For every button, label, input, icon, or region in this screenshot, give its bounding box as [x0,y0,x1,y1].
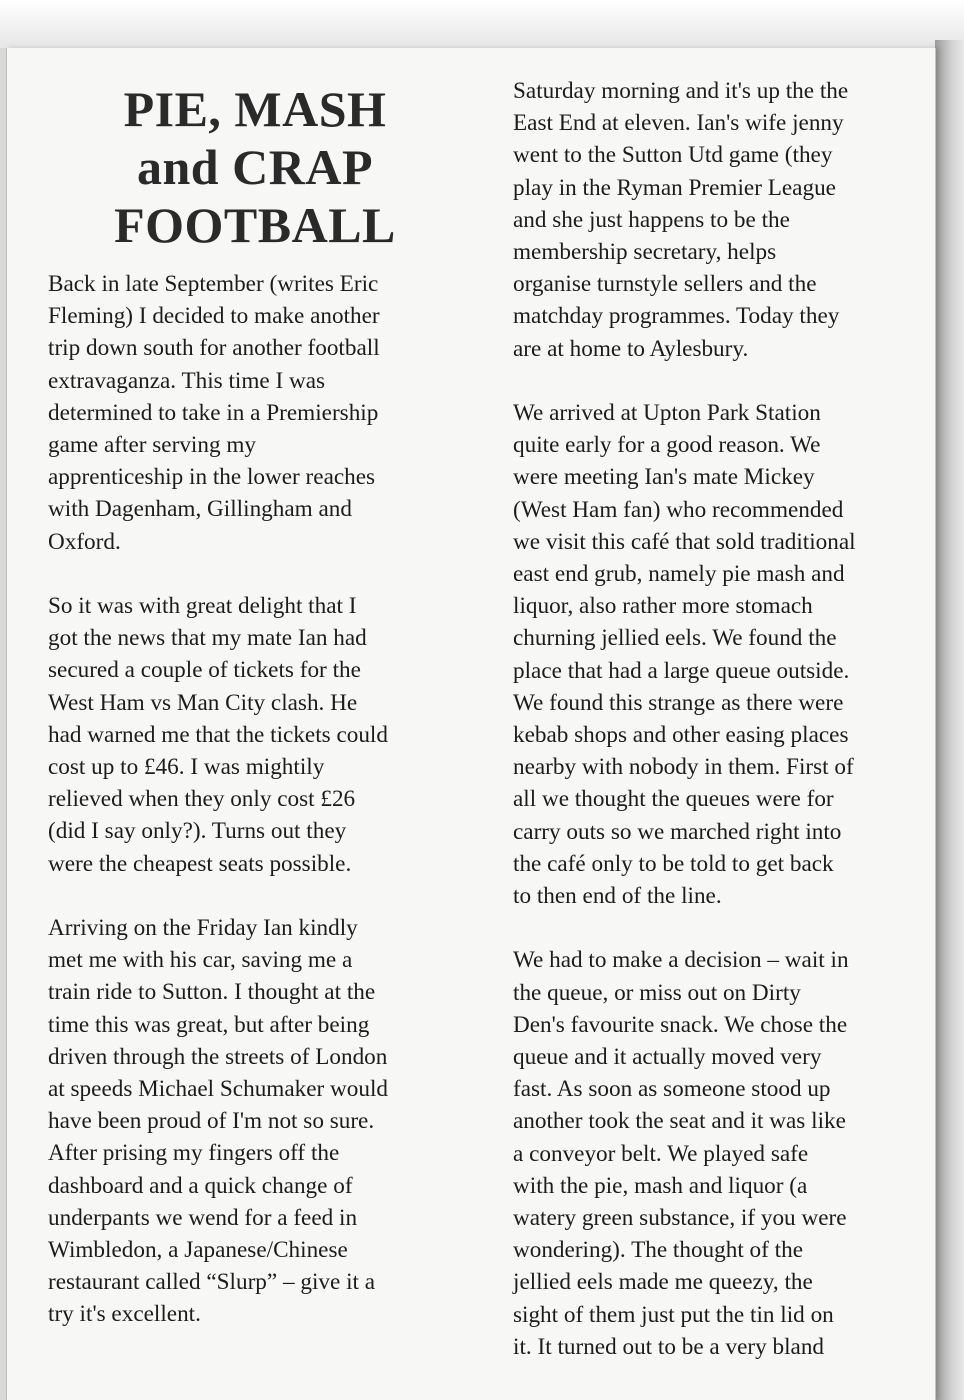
text-line: carry outs so we marched right into [513,818,842,845]
left-text-column [48,268,453,1331]
text-line: (did I say only?). Turns out they [48,818,347,845]
right-text-column [513,75,918,1363]
text-line: matchday programmes. Today they [513,303,840,330]
article-title [60,80,450,254]
text-line: Back in late September (writes Eric [48,271,379,297]
text-line: nearby with nobody in them. First of [513,754,854,781]
text-line: the café only to be told to get back [513,850,834,877]
text-line: Fleming) I decided to make another [48,303,380,330]
text-line: fast. As soon as someone stood up [513,1076,831,1103]
page-spine-shadow [935,40,964,1400]
text-line: try it's excellent. [48,1301,201,1328]
title-line: and CRAP [137,139,373,195]
text-line: Arriving on the Friday Ian kindly [48,915,358,942]
text-line: sight of them just put the tin lid on [513,1301,834,1328]
text-line: We found this strange as there were [513,689,844,716]
paragraph [513,397,918,912]
text-line: at speeds Michael Schumaker would [48,1076,388,1103]
text-line: Oxford. [48,528,121,555]
text-line: secured a couple of tickets for the [48,657,361,684]
text-line: game after serving my [48,432,256,459]
text-line: and she just happens to be the [513,206,790,233]
text-line: east end grub, namely pie mash and [513,561,845,588]
paragraph [48,268,453,558]
paragraph [48,912,453,1331]
text-line: are at home to Aylesbury. [513,335,749,362]
text-line: Den's favourite snack. We chose the [513,1011,848,1038]
text-line: organise turnstyle sellers and the [513,271,817,298]
text-line: watery green substance, if you were [513,1205,847,1232]
text-line: a conveyor belt. We played safe [513,1140,809,1167]
text-line: were the cheapest seats possible. [48,850,352,877]
text-line: driven through the streets of London [48,1043,388,1070]
text-line: kebab shops and other easing places [513,722,849,749]
text-line: went to the Sutton Utd game (they [513,142,833,169]
text-line: train ride to Sutton. I thought at the [48,979,376,1006]
text-line: apprenticeship in the lower reaches [48,464,376,491]
text-line: cost up to £46. I was mightily [48,754,325,781]
text-line: determined to take in a Premiership [48,399,379,426]
text-line: another took the seat and it was like [513,1108,846,1135]
text-line: relieved when they only cost £26 [48,786,356,813]
text-line: So it was with great delight that I [48,593,357,620]
text-line: liquor, also rather more stomach [513,593,813,620]
text-line: queue and it actually moved very [513,1044,822,1071]
paragraph-gap [48,880,453,912]
text-line: extravaganza. This time I was [48,367,326,394]
text-line: East End at eleven. Ian's wife jenny [513,110,844,137]
text-line: got the news that my mate Ian had [48,625,367,652]
text-line: (West Ham fan) who recommended [513,496,844,523]
text-line: were meeting Ian's mate Mickey [513,464,815,491]
paragraph [513,944,918,1363]
text-line: have been proud of I'm not so sure. [48,1108,375,1135]
text-line: We had to make a decision – wait in [513,947,849,974]
text-line: we visit this café that sold traditional [513,528,856,555]
text-line: dashboard and a quick change of [48,1172,353,1199]
text-line: to then end of the line. [513,883,722,910]
paragraph-gap [513,912,918,944]
paragraph-gap [48,558,453,590]
text-line: had warned me that the tickets could [48,721,388,748]
paragraph [48,590,453,880]
title-line: PIE, MASH [123,81,387,137]
text-line: it. It turned out to be a very bland [513,1333,825,1360]
text-line: We arrived at Upton Park Station [513,400,821,427]
text-line: play in the Ryman Premier League [513,174,836,201]
text-line: Saturday morning and it's up the the [513,78,849,104]
text-line: After prising my fingers off the [48,1140,340,1167]
text-line: place that had a large queue outside. [513,657,850,684]
text-line: jellied eels made me queezy, the [513,1269,813,1296]
text-line: West Ham vs Man City clash. He [48,689,358,716]
text-line: trip down south for another football [48,335,380,362]
text-line: restaurant called “Slurp” – give it a [48,1269,376,1296]
text-line: membership secretary, helps [513,239,777,266]
paragraph-gap [513,365,918,397]
text-line: all we thought the queues were for [513,786,834,813]
page-top-edge [0,0,964,48]
text-line: met me with his car, saving me a [48,947,353,974]
text-line: underpants we wend for a feed in [48,1204,358,1231]
text-line: with Dagenham, Gillingham and [48,496,352,523]
text-line: with the pie, mash and liquor (a [513,1172,808,1199]
paragraph [513,75,918,365]
text-line: churning jellied eels. We found the [513,625,837,652]
text-line: time this was great, but after being [48,1011,370,1038]
title-line: FOOTBALL [114,197,396,253]
text-line: Wimbledon, a Japanese/Chinese [48,1237,348,1264]
text-line: quite early for a good reason. We [513,432,821,459]
text-line: the queue, or miss out on Dirty [513,979,801,1006]
text-line: wondering). The thought of the [513,1237,804,1264]
